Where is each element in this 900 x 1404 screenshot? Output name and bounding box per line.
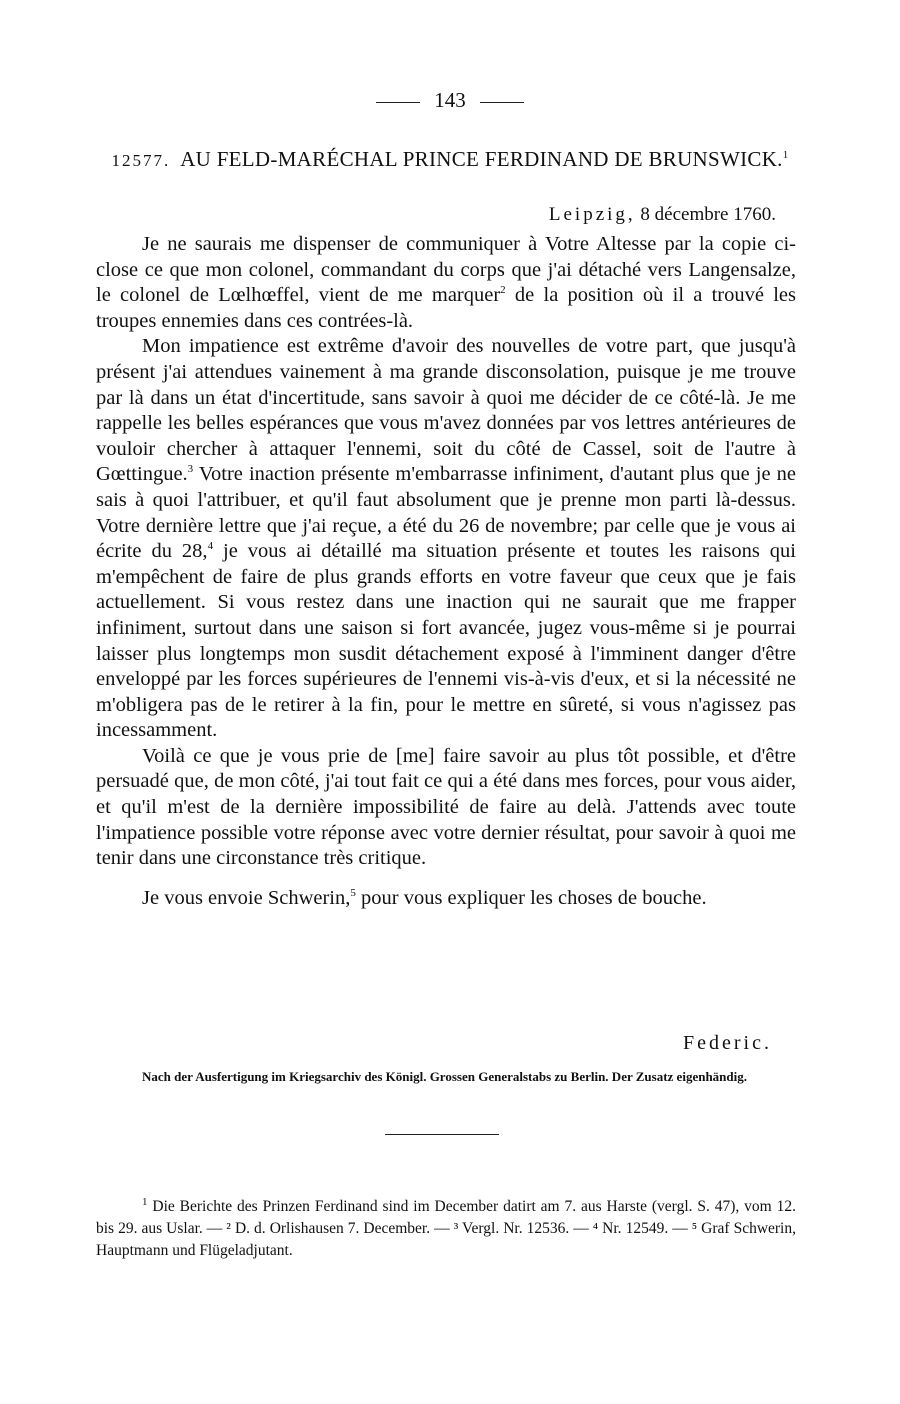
paragraph-2-part-3: je vous ai détaillé ma situation présente et toutes les raisons qui m'empêchent de faire de plus grands efforts en votre faveur que ceux que je fais actuellement. Si vous restez dans une inaction qui ne saurait que me frapper infiniment, surtout dans une saison si fort avancée, jugez vous-même si je pourrai laisser plus longtemps mon susdit détachement exposé à l'imminent danger d'être enveloppé par les forces supérieures de l'ennemi vis-à-vis d'eux, et si la nécessité ne m'obligera pas de le retirer à la fin, pour le mettre en sûreté, si vous n'agissez pas incessamment.	[96, 540, 797, 742]
footnote-divider	[385, 1134, 499, 1135]
paragraph-2	[96, 334, 796, 744]
paragraph-1-text: Je ne saurais me dispenser de communiquer à Votre Altesse par la copie ci-close ce que mon colonel, commandant du corps que j'ai détaché vers Langensalze, le colonel de Lœlhœffel, vient de me marquer	[96, 233, 796, 307]
date: 8 décembre 1760.	[640, 204, 776, 225]
place: Leipzig,	[548, 204, 636, 225]
paragraph-1-continuation: de la position où il a trouvé les troupes ennemies dans ces contrées-là.	[96, 284, 796, 332]
footnote-1-marker: 1	[142, 1195, 148, 1208]
paragraph-2-part-2: Votre inaction présente m'embarrasse infiniment, d'autant plus que je ne sais à quoi l'attribuer, et qu'il faut absolument que je prenne mon parti là-dessus. Votre dernière lettre que j'ai reçue, a été du 26 de novembre; par celle que je vous ai écrite du 28,	[96, 463, 796, 563]
closing-line-b: pour vous expliquer les choses de bouche.	[361, 886, 707, 909]
source-note	[96, 1068, 796, 1085]
page-number	[0, 88, 900, 113]
page-number-rule-left	[376, 102, 420, 103]
footnote-marker-5: 5	[350, 887, 356, 900]
letter-body	[96, 232, 796, 911]
signature: Federic.	[683, 1032, 772, 1054]
footnote-marker-2: 2	[500, 284, 506, 297]
paragraph-2-text: Mon impatience est extrême d'avoir des nouvelles de votre part, que jusqu'à présent j'ai attendues vainement à ma grande disconsolation, puisque je me trouve par là dans un état d'incertitude, sans savoir à quoi me décider de ce côté-là. Je me rappelle les belles espérances que vous m'avez données par vos lettres antérieures de vouloir chercher à attaquer l'ennemi, soit du côté de Cassel, soit de l'autre à Gœttingue.	[96, 335, 796, 486]
footnote-marker-4: 4	[207, 540, 214, 553]
footnotes-text	[96, 1196, 796, 1262]
closing-line	[96, 886, 796, 912]
page-number-text: 143	[434, 88, 466, 112]
footnotes	[96, 1196, 796, 1262]
place-date	[549, 204, 776, 226]
letter-heading	[100, 146, 800, 174]
closing-line-a: Je vous envoie Schwerin,	[142, 886, 351, 909]
footnote-marker-3: 3	[187, 463, 194, 476]
source-note-text: Nach der Ausfertigung im Kriegsarchiv des Königl. Grossen Generalstabs zu Berlin. Der Zusatz eigenhändig.	[142, 1069, 747, 1084]
paragraph-3	[96, 744, 796, 872]
footnotes-body: Die Berichte des Prinzen Ferdinand sind im December datirt am 7. aus Harste (vergl. S. 47), vom 12. bis 29. aus Uslar. — ² D. d. Orlishausen 7. December. — ³ Vergl. Nr. 12536. — ⁴ Nr. 12549. — ⁵ Graf Schwerin, Hauptmann und Flügeladjutant.	[96, 1198, 797, 1259]
page-number-rule-right	[480, 102, 524, 103]
letter-title: AU FELD-MARÉCHAL PRINCE FERDINAND DE BRUNSWICK.	[180, 147, 783, 171]
paragraph-3-text: Voilà ce que je vous prie de [me] faire savoir au plus tôt possible, et d'être persuadé que, de mon côté, j'ai tout fait ce qui a été dans mes forces, pour vous aider, et qu'il m'est de la dernière impossibilité de faire au delà. J'attends avec toute l'impatience possible votre réponse avec votre dernier résultat, pour savoir à quoi me tenir dans une circonstance très critique.	[96, 744, 796, 870]
letter-number: 12577.	[111, 151, 171, 170]
heading-footnote-marker: 1	[782, 149, 789, 161]
paragraph-1	[96, 232, 796, 334]
